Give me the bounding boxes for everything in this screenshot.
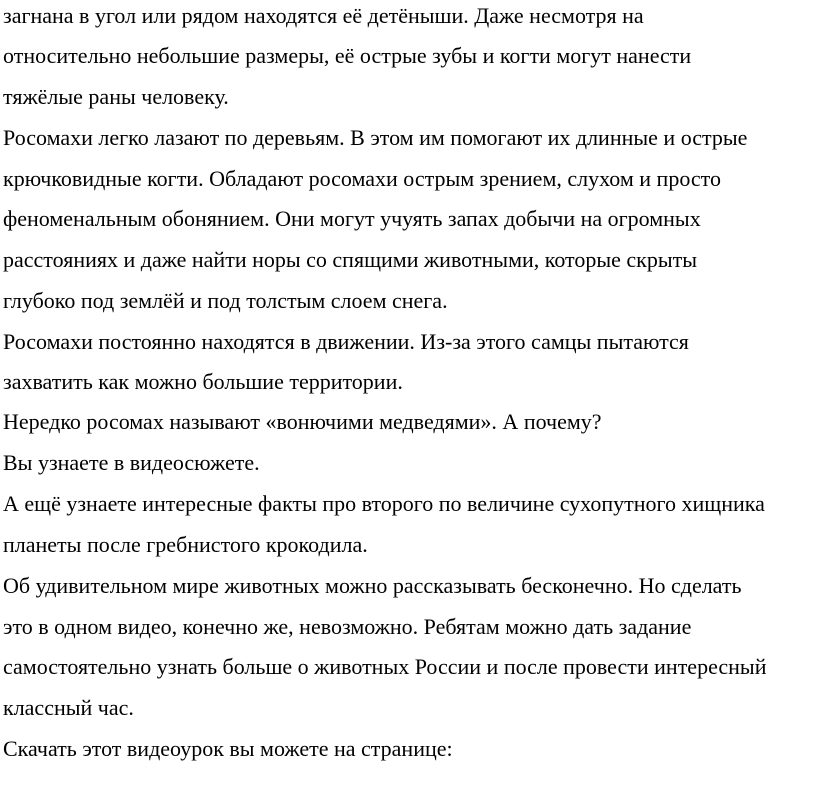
text-line-10: захватить как можно большие территории. — [3, 369, 403, 394]
text-line-16: это в одном видео, конечно же, невозможно. Ребятам можно дать задание — [3, 614, 692, 639]
text-line-6: феноменальным обонянием. Они могут учуять запах добычи на огромных — [3, 206, 701, 231]
text-line-11: Нередко росомах называют «вонючими медведями». А почему? — [3, 409, 602, 434]
text-line-9: Росомахи постоянно находятся в движении. Из-за этого самцы пытаются — [3, 329, 689, 354]
text-line-5: крючковидные когти. Обладают росомахи острым зрением, слухом и просто — [3, 166, 721, 191]
text-line-3: тяжёлые раны человеку. — [3, 84, 229, 109]
text-line-14: планеты после гребнистого крокодила. — [3, 532, 368, 557]
text-line-19: Скачать этот видеоурок вы можете на странице: — [3, 736, 453, 761]
text-line-1: загнана в угол или рядом находятся её детёныши. Даже несмотря на — [3, 3, 644, 28]
text-line-15: Об удивительном мире животных можно рассказывать бесконечно. Но сделать — [3, 573, 742, 598]
text-line-18: классный час. — [3, 695, 134, 720]
text-line-2: относительно небольшие размеры, её острые зубы и когти могут нанести — [3, 43, 692, 68]
text-line-7: расстояниях и даже найти норы со спящими животными, которые скрыты — [3, 247, 698, 272]
text-line-13: А ещё узнаете интересные факты про второго по величине сухопутного хищника — [3, 491, 765, 516]
text-line-4: Росомахи легко лазают по деревьям. В этом им помогают их длинные и острые — [3, 125, 748, 150]
text-line-12: Вы узнаете в видеосюжете. — [3, 450, 260, 475]
text-line-8: глубоко под землёй и под толстым слоем снега. — [3, 288, 448, 313]
text-line-17: самостоятельно узнать больше о животных России и после провести интересный — [3, 654, 767, 679]
